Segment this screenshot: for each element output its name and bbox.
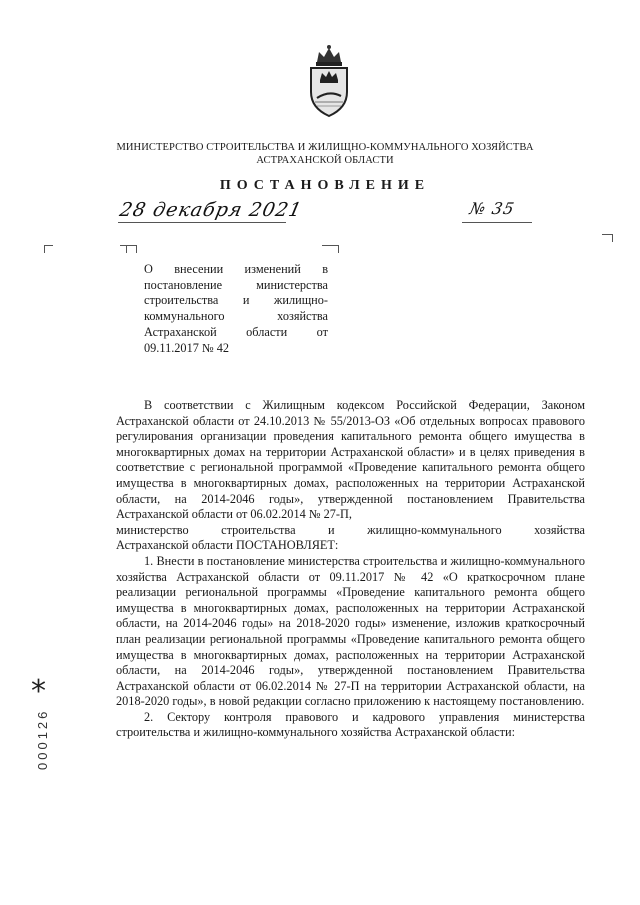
- subject-bracket-left-v: [126, 245, 127, 253]
- margin-asterisk: *: [31, 674, 46, 709]
- subject-line: Астраханской области от: [144, 324, 328, 339]
- number-underline: [462, 222, 532, 223]
- margin-bracket-left-v: [44, 245, 45, 253]
- ministry-name: [90, 141, 560, 167]
- document-type-title: ПОСТАНОВЛЕНИЕ: [219, 178, 431, 193]
- subject-line: постановление министерства: [144, 277, 328, 292]
- ministry-name-line2: АСТРАХАНСКОЙ ОБЛАСТИ: [256, 155, 394, 166]
- subject-line: коммунального хозяйства: [144, 309, 328, 324]
- resolve-line-2: Астраханской области ПОСТАНОВЛЯЕТ:: [116, 538, 339, 553]
- item-1-paragraph: 1. Внести в постановление министерства строительства и жилищно-коммунального хозяйства Астраханской области от 09.11.2017 № 42 «О краткосрочном плане реализации региональной программы «Проведение капитального ремонта общего имущества в многоквартирных домах, расположенных на территории Астраханской области, на 2014-2046 годы» на 2018-2020 годы» изменение, изложив краткосрочный план реализации региональной программы «Проведение капитального ремонта общего имущества в многоквартирных домах, расположенных на территории Астраханской области, на 2014-2046 годы», утвержденной постановлением Правительства Астраханской области от 06.02.2014 № 27-П на территории Астраханской области, на 2018-2020 годы», в новой редакции согласно приложению к настоящему постановлению.: [116, 553, 585, 709]
- subject-bracket-right-h: [322, 245, 338, 246]
- subject-bracket-right-v: [338, 245, 339, 253]
- date-underline: [118, 222, 286, 223]
- subject-line: строительства и жилищно-: [144, 293, 328, 308]
- coat-of-arms-emblem: [303, 40, 355, 120]
- item-2-paragraph: 2. Сектору контроля правового и кадрового управления министерства строительства и жилищно-коммунального хозяйства Астраханской области:: [116, 709, 585, 740]
- margin-bracket-left-h: [44, 245, 53, 246]
- document-subject: [144, 262, 328, 356]
- subject-bracket-left-v2: [136, 245, 137, 253]
- ministry-name-line1: МИНИСТЕРСТВО СТРОИТЕЛЬСТВА И ЖИЛИЩНО-КОММУНАЛЬНОГО ХОЗЯЙСТВА: [116, 142, 534, 153]
- margin-serial-number: 000126: [35, 708, 50, 770]
- document-body: [116, 398, 585, 741]
- handwritten-number: № 35: [467, 199, 517, 218]
- subject-bracket-left-h: [120, 245, 136, 246]
- margin-bracket-right-h: [602, 234, 612, 235]
- subject-line: 09.11.2017 № 42: [144, 340, 230, 355]
- resolve-line-1: министерство строительства и жилищно-коммунального хозяйства: [116, 522, 585, 537]
- handwritten-date: 28 декабря 2021: [117, 199, 305, 221]
- margin-bracket-right-v: [612, 234, 613, 242]
- preamble-paragraph: В соответствии с Жилищным кодексом Российской Федерации, Законом Астраханской области от 24.10.2013 № 55/2013-ОЗ «Об отдельных вопросах правового регулирования организации проведения капитального ремонта общего имущества в многоквартирных домах на территории Астраханской области» и в целях приведения в соответствие с региональной программой «Проведение капитального ремонта общего имущества в многоквартирных домах, расположенных на территории Астраханской области, на 2014-2046 годы», утвержденной постановлением Правительства Астраханской области от 06.02.2014 № 27-П,: [116, 398, 585, 522]
- subject-line: О внесении изменений в: [144, 262, 328, 276]
